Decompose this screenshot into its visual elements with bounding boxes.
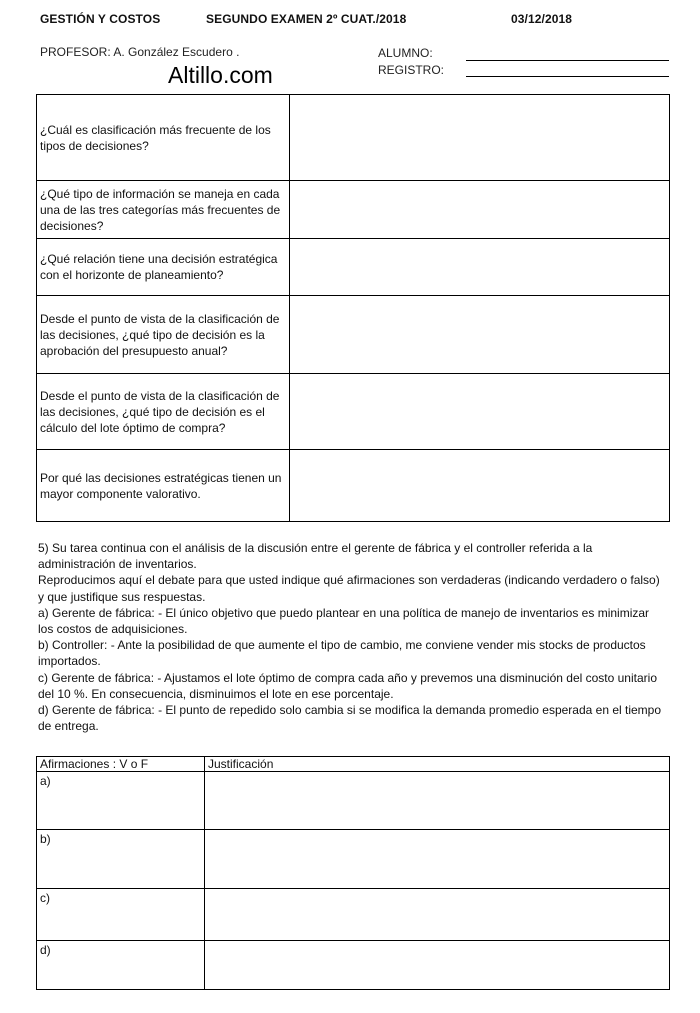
question-row <box>37 295 669 373</box>
question-row <box>37 238 669 295</box>
answer-row-label: a) <box>40 774 51 788</box>
statement-d: d) Gerente de fábrica: - El punto de repedido solo cambia si se modifica la demanda promedio esperada en el tiempo de entrega. <box>38 703 662 734</box>
student-label: ALUMNO: <box>378 46 433 60</box>
statement-a: a) Gerente de fábrica: - El único objetivo que puedo plantear en una política de manejo de inventarios es minimizar los costos de adquisiciones. <box>38 605 650 637</box>
exam-date: 03/12/2018 <box>511 12 573 26</box>
registry-line[interactable] <box>466 76 669 77</box>
site-logo: Altillo.com <box>168 62 273 88</box>
subject-title: GESTIÓN Y COSTOS <box>40 12 161 26</box>
answer-row-label: b) <box>40 832 51 846</box>
answer-row[interactable] <box>37 771 669 829</box>
question-text: Desde el punto de vista de la clasificación de las decisiones, ¿qué tipo de decisión es la aprobación del presupuesto anual? <box>40 311 280 358</box>
column-header-true-false: Afirmaciones : V o F <box>40 757 149 771</box>
question-text: Desde el punto de vista de la clasificación de las decisiones, ¿qué tipo de decisión es el cálculo del lote óptimo de compra? <box>40 388 280 435</box>
professor-label: PROFESOR: A. González Escudero . <box>40 45 240 59</box>
question-text: ¿Qué tipo de información se maneja en cada una de las tres categorías más frecuentes de decisiones? <box>40 186 281 233</box>
answer-row[interactable] <box>37 829 669 888</box>
questions-table <box>36 94 670 522</box>
question-row <box>37 95 669 180</box>
question-row <box>37 449 669 521</box>
answer-row[interactable] <box>37 888 669 940</box>
question-row <box>37 180 669 238</box>
section-5-text <box>38 540 662 734</box>
answer-row[interactable] <box>37 940 669 989</box>
statement-b: b) Controller: - Ante la posibilidad de que aumente el tipo de cambio, me conviene vender mis stocks de productos importados. <box>38 638 646 669</box>
section-5-intro: 5) Su tarea continua con el análisis de la discusión entre el gerente de fábrica y el controller referida a la administración de inventarios. <box>38 541 593 572</box>
answer-row-label: d) <box>40 943 51 957</box>
student-line[interactable] <box>466 60 669 61</box>
section-5-instructions: Reproducimos aquí el debate para que usted indique qué afirmaciones son verdaderas (indicando verdadero o falso) y que justifique sus respuestas. <box>38 573 660 604</box>
question-text: Por qué las decisiones estratégicas tienen un mayor componente valorativo. <box>40 470 282 501</box>
question-text: ¿Qué relación tiene una decisión estratégica con el horizonte de planeamiento? <box>40 252 278 282</box>
answers-table <box>36 756 670 990</box>
question-text: ¿Cuál es clasificación más frecuente de los tipos de decisiones? <box>40 122 271 153</box>
answer-row-label: c) <box>40 891 50 905</box>
statement-c: c) Gerente de fábrica: - Ajustamos el lote óptimo de compra cada año y prevemos una disminución del costo unitario del 10 %. En consecuencia, disminuimos el lote en ese porcentaje. <box>38 670 657 701</box>
exam-title: SEGUNDO EXAMEN 2º CUAT./2018 <box>206 12 407 26</box>
question-row <box>37 373 669 449</box>
registry-label: REGISTRO: <box>378 63 445 77</box>
column-header-justification: Justificación <box>208 757 274 771</box>
